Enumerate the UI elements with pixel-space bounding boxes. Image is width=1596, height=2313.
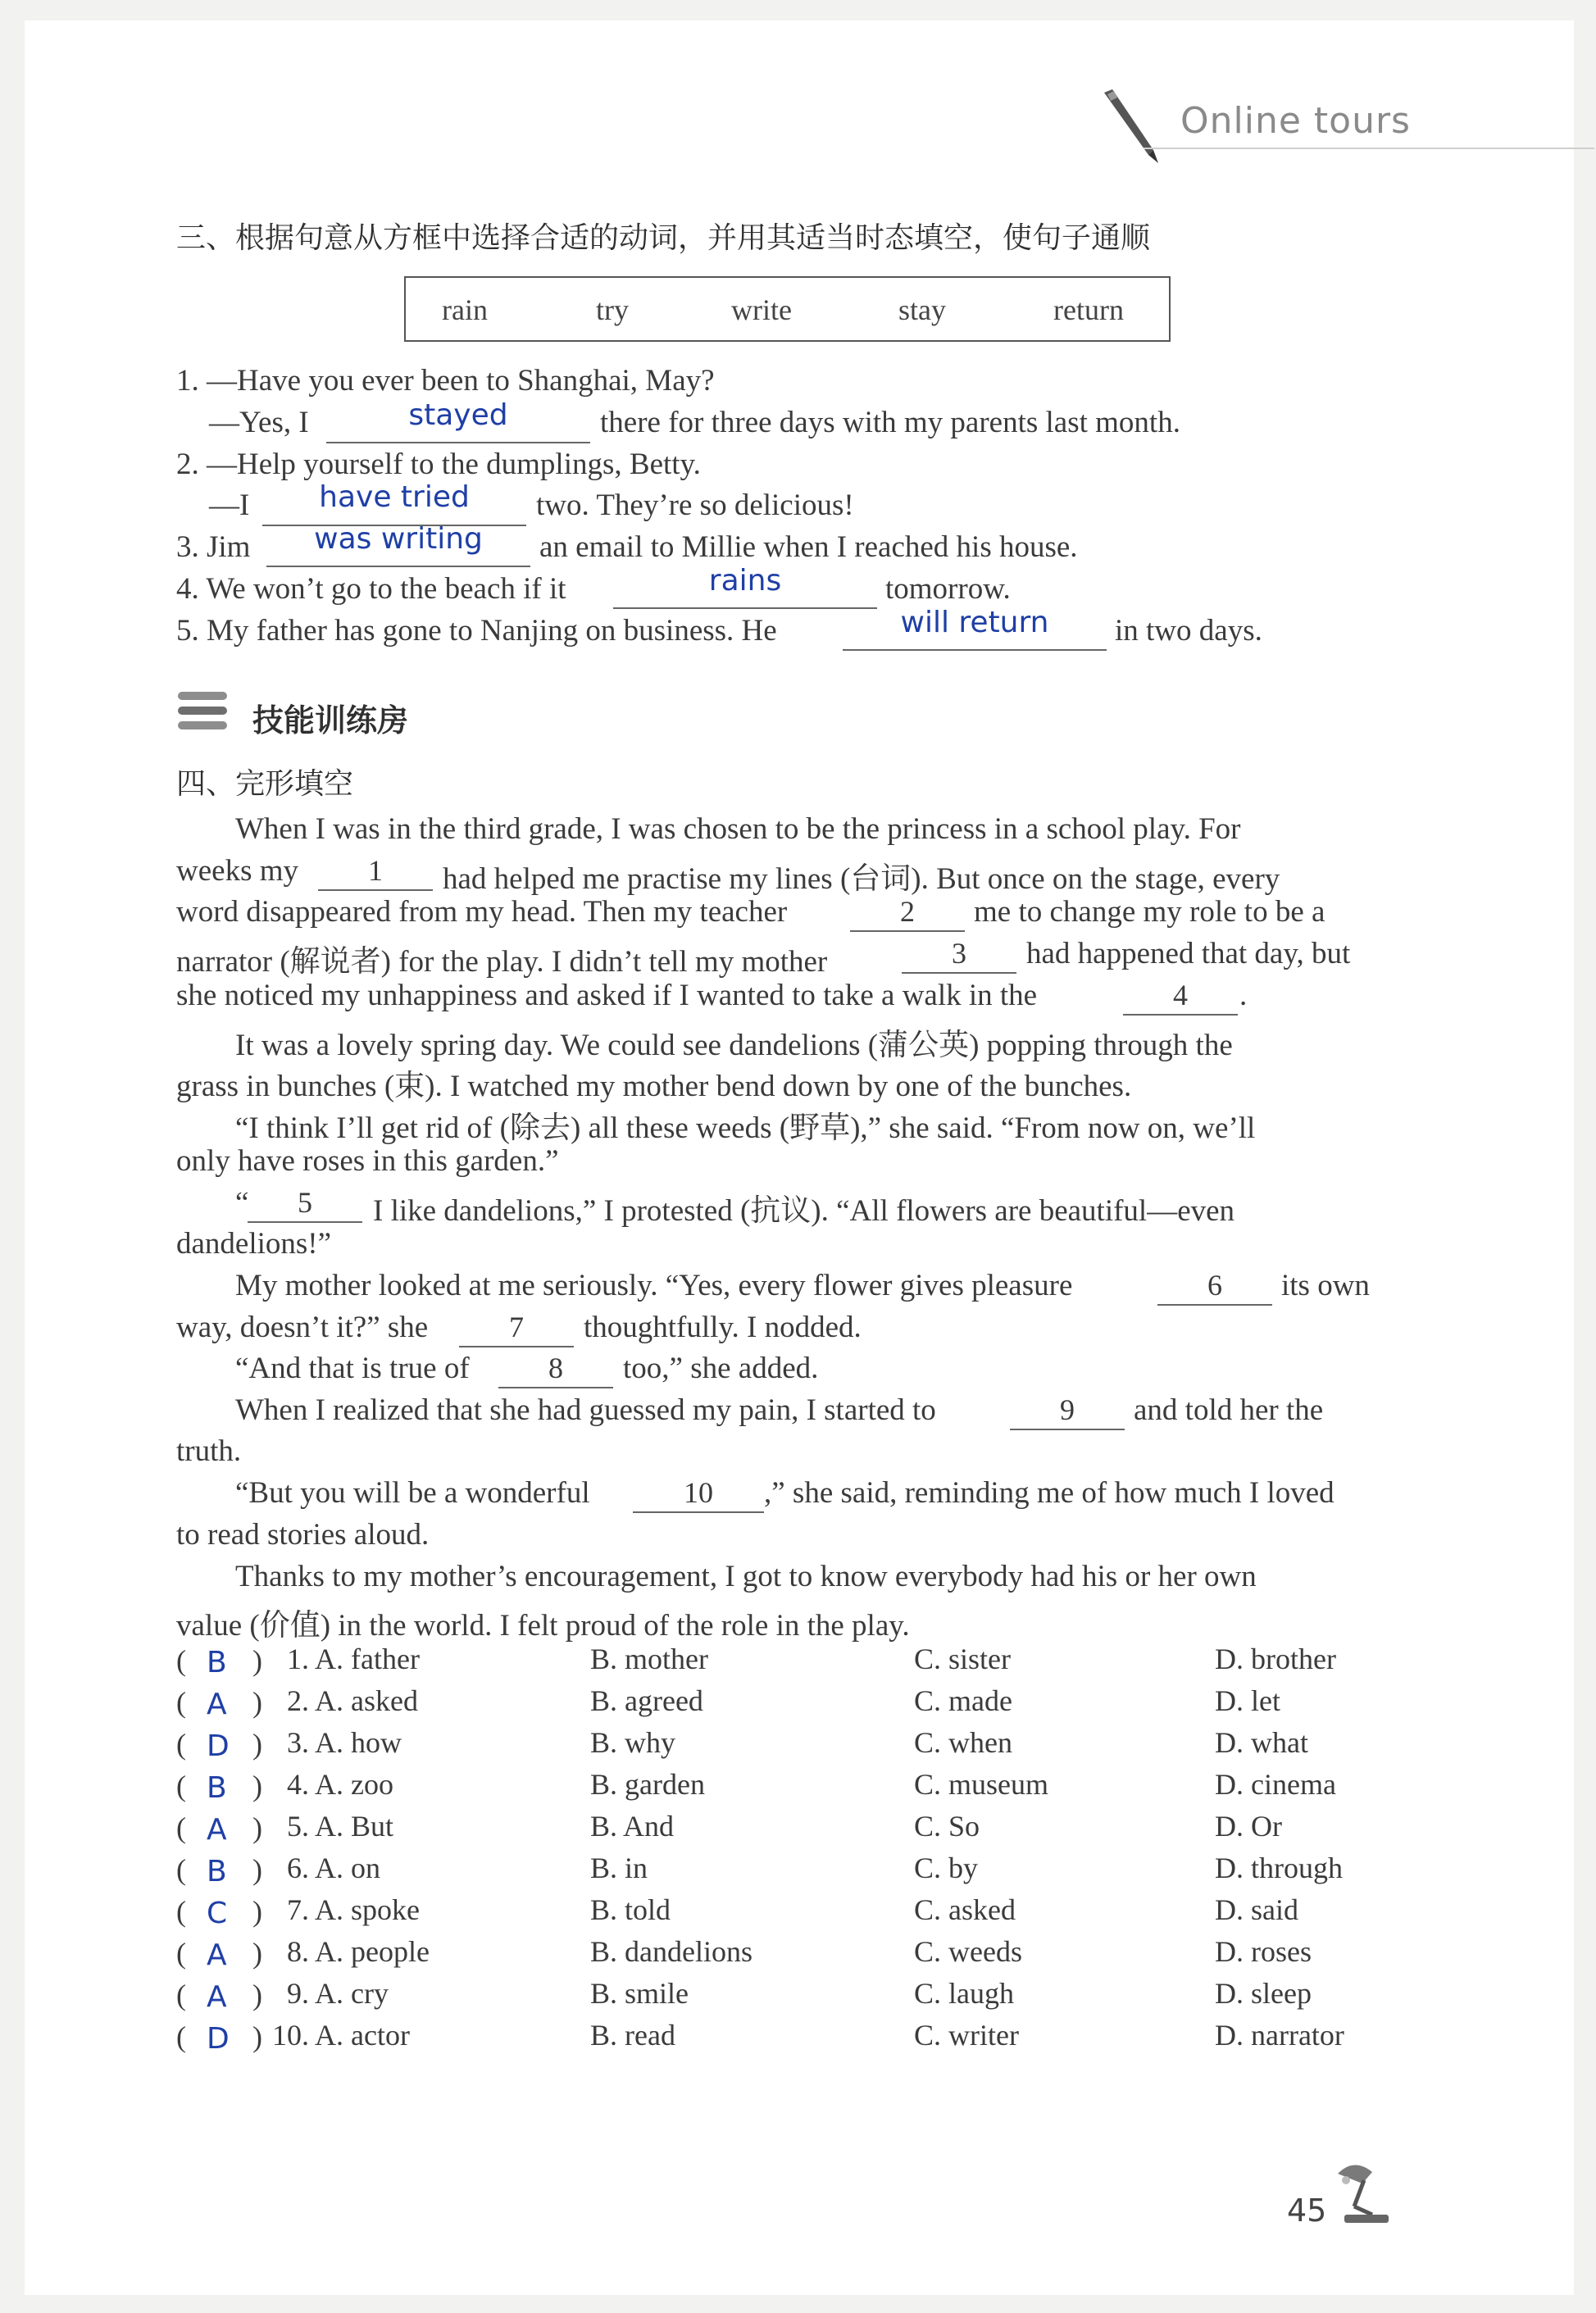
q3-line-pre: 3. Jim <box>176 530 251 564</box>
passage-line: When I realized that she had guessed my pain, I started to <box>235 1393 936 1427</box>
answer-blank <box>266 566 530 567</box>
q3-line-post: an email to Millie when I reached his house. <box>539 530 1078 564</box>
passage-line: had happened that day, but <box>1026 937 1351 970</box>
answer-text: was writing <box>314 522 483 556</box>
cloze-blank-number: 1 <box>368 854 383 887</box>
option-d: D. said <box>1215 1893 1298 1926</box>
header-title: Online tours <box>1180 100 1411 142</box>
passage-line: “ <box>235 1186 249 1220</box>
q2-line-a: 2. —Help yourself to the dumplings, Betty. <box>176 448 701 481</box>
answer-blank <box>613 607 877 609</box>
option-b: B. And <box>590 1810 675 1843</box>
cloze-blank-number: 7 <box>509 1311 524 1343</box>
answer-text: rains <box>708 564 782 598</box>
choice-answer: C <box>207 1897 228 1930</box>
option-b: B. garden <box>590 1768 705 1801</box>
option-a: 3. A. how <box>287 1726 402 1759</box>
passage-line: When I was in the third grade, I was chosen to be the princess in a school play. For <box>235 812 1241 846</box>
passage-line: its own <box>1281 1269 1370 1302</box>
choice-answer: A <box>207 1980 227 2014</box>
cloze-blank <box>459 1346 574 1347</box>
cloze-blank-number: 4 <box>1173 979 1188 1011</box>
passage-line: dandelions!” <box>176 1227 332 1261</box>
passage-line: she noticed my unhappiness and asked if I wanted to take a walk in the <box>176 979 1038 1012</box>
answer-text: have tried <box>319 480 470 514</box>
cloze-blank <box>1123 1014 1238 1016</box>
cloze-blank <box>318 889 433 891</box>
option-a: 2. A. asked <box>287 1684 418 1717</box>
section3-heading: 三、根据句意从方框中选择合适的动词，并用其适当时态填空，使句子通顺 <box>176 221 1151 255</box>
option-a: 10. A. actor <box>272 2019 410 2052</box>
passage-line: narrator (解说者) for the play. I didn’t tell my mother <box>176 945 828 979</box>
passage-line: Thanks to my mother’s encouragement, I got to know everybody had his or her own <box>235 1560 1257 1593</box>
cloze-blank-number: 9 <box>1060 1393 1075 1426</box>
answer-text: stayed <box>408 398 508 432</box>
option-b: B. agreed <box>590 1684 703 1717</box>
option-b: B. in <box>590 1852 648 1884</box>
word-box-item: rain <box>442 293 488 326</box>
pen-icon <box>1094 86 1168 168</box>
option-c: C. laugh <box>914 1977 1014 2010</box>
cloze-blank <box>498 1387 613 1388</box>
option-a: 5. A. But <box>287 1810 394 1843</box>
option-d: D. roses <box>1215 1935 1312 1968</box>
passage-line: and told her the <box>1134 1393 1324 1427</box>
passage-line: ,” she said, reminding me of how much I loved <box>764 1476 1335 1510</box>
q4-line-post: tomorrow. <box>885 572 1011 606</box>
option-c: C. made <box>914 1684 1012 1717</box>
option-a: 9. A. cry <box>287 1977 389 2010</box>
option-d: D. let <box>1215 1684 1280 1717</box>
choice-answer: A <box>207 1938 227 1972</box>
option-d: D. sleep <box>1215 1977 1312 2010</box>
cloze-blank <box>633 1511 764 1513</box>
option-c: C. sister <box>914 1643 1012 1675</box>
cloze-blank <box>248 1221 362 1223</box>
cloze-blank-number: 6 <box>1207 1269 1222 1302</box>
q1-line-b-post: there for three days with my parents last month. <box>600 406 1180 439</box>
answer-text: will return <box>900 606 1049 639</box>
option-d: D. Or <box>1215 1810 1282 1843</box>
cloze-blank-number: 10 <box>684 1476 713 1509</box>
option-c: C. by <box>914 1852 979 1884</box>
option-b: B. smile <box>590 1977 689 2010</box>
cloze-blank <box>902 972 1016 974</box>
answer-blank <box>326 442 590 443</box>
passage-line: word disappeared from my head. Then my teacher <box>176 895 788 929</box>
cloze-blank-number: 2 <box>900 895 915 928</box>
passage-line: “I think I’ll get rid of (除去) all these weeds (野草),” she said. “From now on, we’ll <box>235 1111 1256 1145</box>
choice-answer: B <box>207 1646 227 1679</box>
option-c: C. museum <box>914 1768 1049 1801</box>
option-d: D. narrator <box>1215 2019 1344 2052</box>
option-b: B. read <box>590 2019 675 2052</box>
q1-line-a: 1. —Have you ever been to Shanghai, May? <box>176 364 715 398</box>
desk-lamp-icon <box>1330 2156 1395 2229</box>
option-a: 8. A. people <box>287 1935 430 1968</box>
passage-line: way, doesn’t it?” she <box>176 1311 429 1344</box>
header-divider <box>1144 148 1594 149</box>
q5-line-post: in two days. <box>1115 614 1262 648</box>
q5-line-pre: 5. My father has gone to Nanjing on business. He <box>176 614 777 648</box>
passage-line: grass in bunches (束). I watched my mother bend down by one of the bunches. <box>176 1070 1132 1103</box>
answer-blank <box>843 649 1107 651</box>
option-d: D. brother <box>1215 1643 1336 1675</box>
passage-line: me to change my role to be a <box>974 895 1325 929</box>
option-c: C. when <box>914 1726 1012 1759</box>
word-box-item: write <box>731 293 792 326</box>
option-d: D. what <box>1215 1726 1308 1759</box>
option-a: 7. A. spoke <box>287 1893 420 1926</box>
option-b: B. dandelions <box>590 1935 753 1968</box>
option-c: C. writer <box>914 2019 1019 2052</box>
choice-answer: B <box>207 1771 227 1805</box>
word-box <box>404 276 1171 342</box>
cloze-blank <box>1157 1304 1272 1306</box>
passage-line: value (价值) in the world. I felt proud of the role in the play. <box>176 1609 910 1643</box>
option-d: D. cinema <box>1215 1768 1336 1801</box>
q4-line-pre: 4. We won’t go to the beach if it <box>176 572 566 606</box>
option-b: B. why <box>590 1726 676 1759</box>
cloze-blank-number: 8 <box>548 1352 563 1384</box>
choice-answer: D <box>207 1729 230 1763</box>
passage-line: to read stories aloud. <box>176 1518 430 1552</box>
option-d: D. through <box>1215 1852 1343 1884</box>
word-box-item: return <box>1053 293 1124 326</box>
option-a: 6. A. on <box>287 1852 381 1884</box>
choice-answer: A <box>207 1688 227 1721</box>
cloze-blank <box>850 930 965 932</box>
option-c: C. So <box>914 1810 980 1843</box>
option-c: C. asked <box>914 1893 1016 1926</box>
skills-section-icon <box>176 688 230 734</box>
choice-answer: B <box>207 1855 227 1888</box>
passage-line: I like dandelions,” I protested (抗议). “All flowers are beautiful—even <box>373 1194 1235 1228</box>
passage-line: weeks my <box>176 854 298 888</box>
page-number: 45 <box>1287 2193 1327 2229</box>
passage-line: thoughtfully. I nodded. <box>584 1311 862 1344</box>
passage-line: My mother looked at me seriously. “Yes, every flower gives pleasure <box>235 1269 1073 1302</box>
cloze-blank <box>1010 1429 1125 1430</box>
option-b: B. told <box>590 1893 671 1926</box>
passage-line: only have roses in this garden.” <box>176 1144 559 1178</box>
choice-answer: A <box>207 1813 227 1847</box>
q1-line-b-pre: —Yes, I <box>209 406 309 439</box>
word-box-item: stay <box>898 293 946 326</box>
option-a: 1. A. father <box>287 1643 420 1675</box>
passage-line: It was a lovely spring day. We could see dandelions (蒲公英) popping through the <box>235 1029 1233 1062</box>
choice-answer: D <box>207 2022 230 2056</box>
passage-line: had helped me practise my lines (台词). But once on the stage, every <box>443 862 1280 896</box>
passage-line: too,” she added. <box>623 1352 819 1385</box>
passage-line: “And that is true of <box>235 1352 470 1385</box>
section4-heading: 四、完形填空 <box>176 767 354 801</box>
passage-line: truth. <box>176 1434 242 1468</box>
q2-line-b-pre: —I <box>209 489 250 522</box>
skills-heading: 技能训练房 <box>252 702 409 738</box>
passage-line: . <box>1239 979 1248 1012</box>
option-a: 4. A. zoo <box>287 1768 393 1801</box>
q2-line-b-post: two. They’re so delicious! <box>536 489 854 522</box>
passage-line: “But you will be a wonderful <box>235 1476 590 1510</box>
word-box-item: try <box>596 293 629 326</box>
option-c: C. weeds <box>914 1935 1022 1968</box>
option-b: B. mother <box>590 1643 708 1675</box>
cloze-blank-number: 5 <box>298 1186 312 1219</box>
cloze-blank-number: 3 <box>952 937 966 970</box>
